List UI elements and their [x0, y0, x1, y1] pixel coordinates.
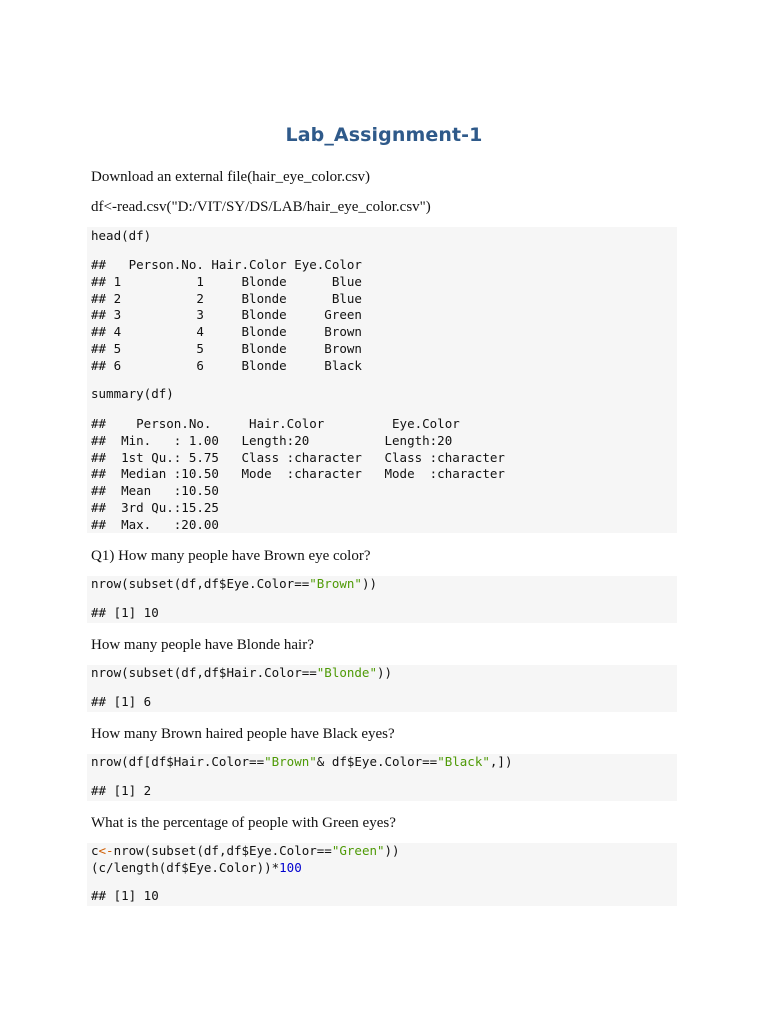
code-q4-line1: c<-nrow(subset(df,df$Eye.Color=="Green"))	[91, 843, 400, 858]
document-title: Lab_Assignment-1	[285, 124, 483, 146]
output-q1: ## [1] 10	[91, 605, 159, 620]
code-q3: nrow(df[df$Hair.Color=="Brown"& df$Eye.Color=="Black",])	[91, 754, 513, 769]
code-summary-call: summary(df)	[91, 386, 174, 401]
code-summary-output: ## Person.No. Hair.Color Eye.Color ## Min. : 1.00 Length:20 Length:20 ## 1st Qu.: 5.75 Class :character Class :character ## Median :10.50 Mode :character Mode :character ## Mean :10.50 ## 3rd Qu.:15.25 ## Max. :20.00	[91, 416, 505, 532]
paragraph-download: Download an external file(hair_eye_color.csv)	[91, 169, 371, 185]
question-3: How many Brown haired people have Black eyes?	[91, 726, 395, 742]
question-4: What is the percentage of people with Green eyes?	[91, 815, 396, 831]
code-head-output: ## Person.No. Hair.Color Eye.Color ## 1 1 Blonde Blue ## 2 2 Blonde Blue ## 3 3 Blonde Green ## 4 4 Blonde Brown ## 5 5 Blonde Brown ## 6 6 Blonde Black	[91, 257, 362, 373]
question-1: Q1) How many people have Brown eye color?	[91, 548, 371, 564]
output-q4: ## [1] 10	[91, 888, 159, 903]
code-head-call: head(df)	[91, 228, 152, 243]
output-q2: ## [1] 6	[91, 694, 152, 709]
paragraph-read-csv: df<-read.csv("D:/VIT/SY/DS/LAB/hair_eye_color.csv")	[91, 199, 431, 215]
output-q3: ## [1] 2	[91, 783, 152, 798]
code-q2: nrow(subset(df,df$Hair.Color=="Blonde"))	[91, 665, 393, 680]
code-q4-line2: (c/length(df$Eye.Color))*100	[91, 860, 302, 875]
code-q1: nrow(subset(df,df$Eye.Color=="Brown"))	[91, 576, 377, 591]
question-2: How many people have Blonde hair?	[91, 637, 314, 653]
